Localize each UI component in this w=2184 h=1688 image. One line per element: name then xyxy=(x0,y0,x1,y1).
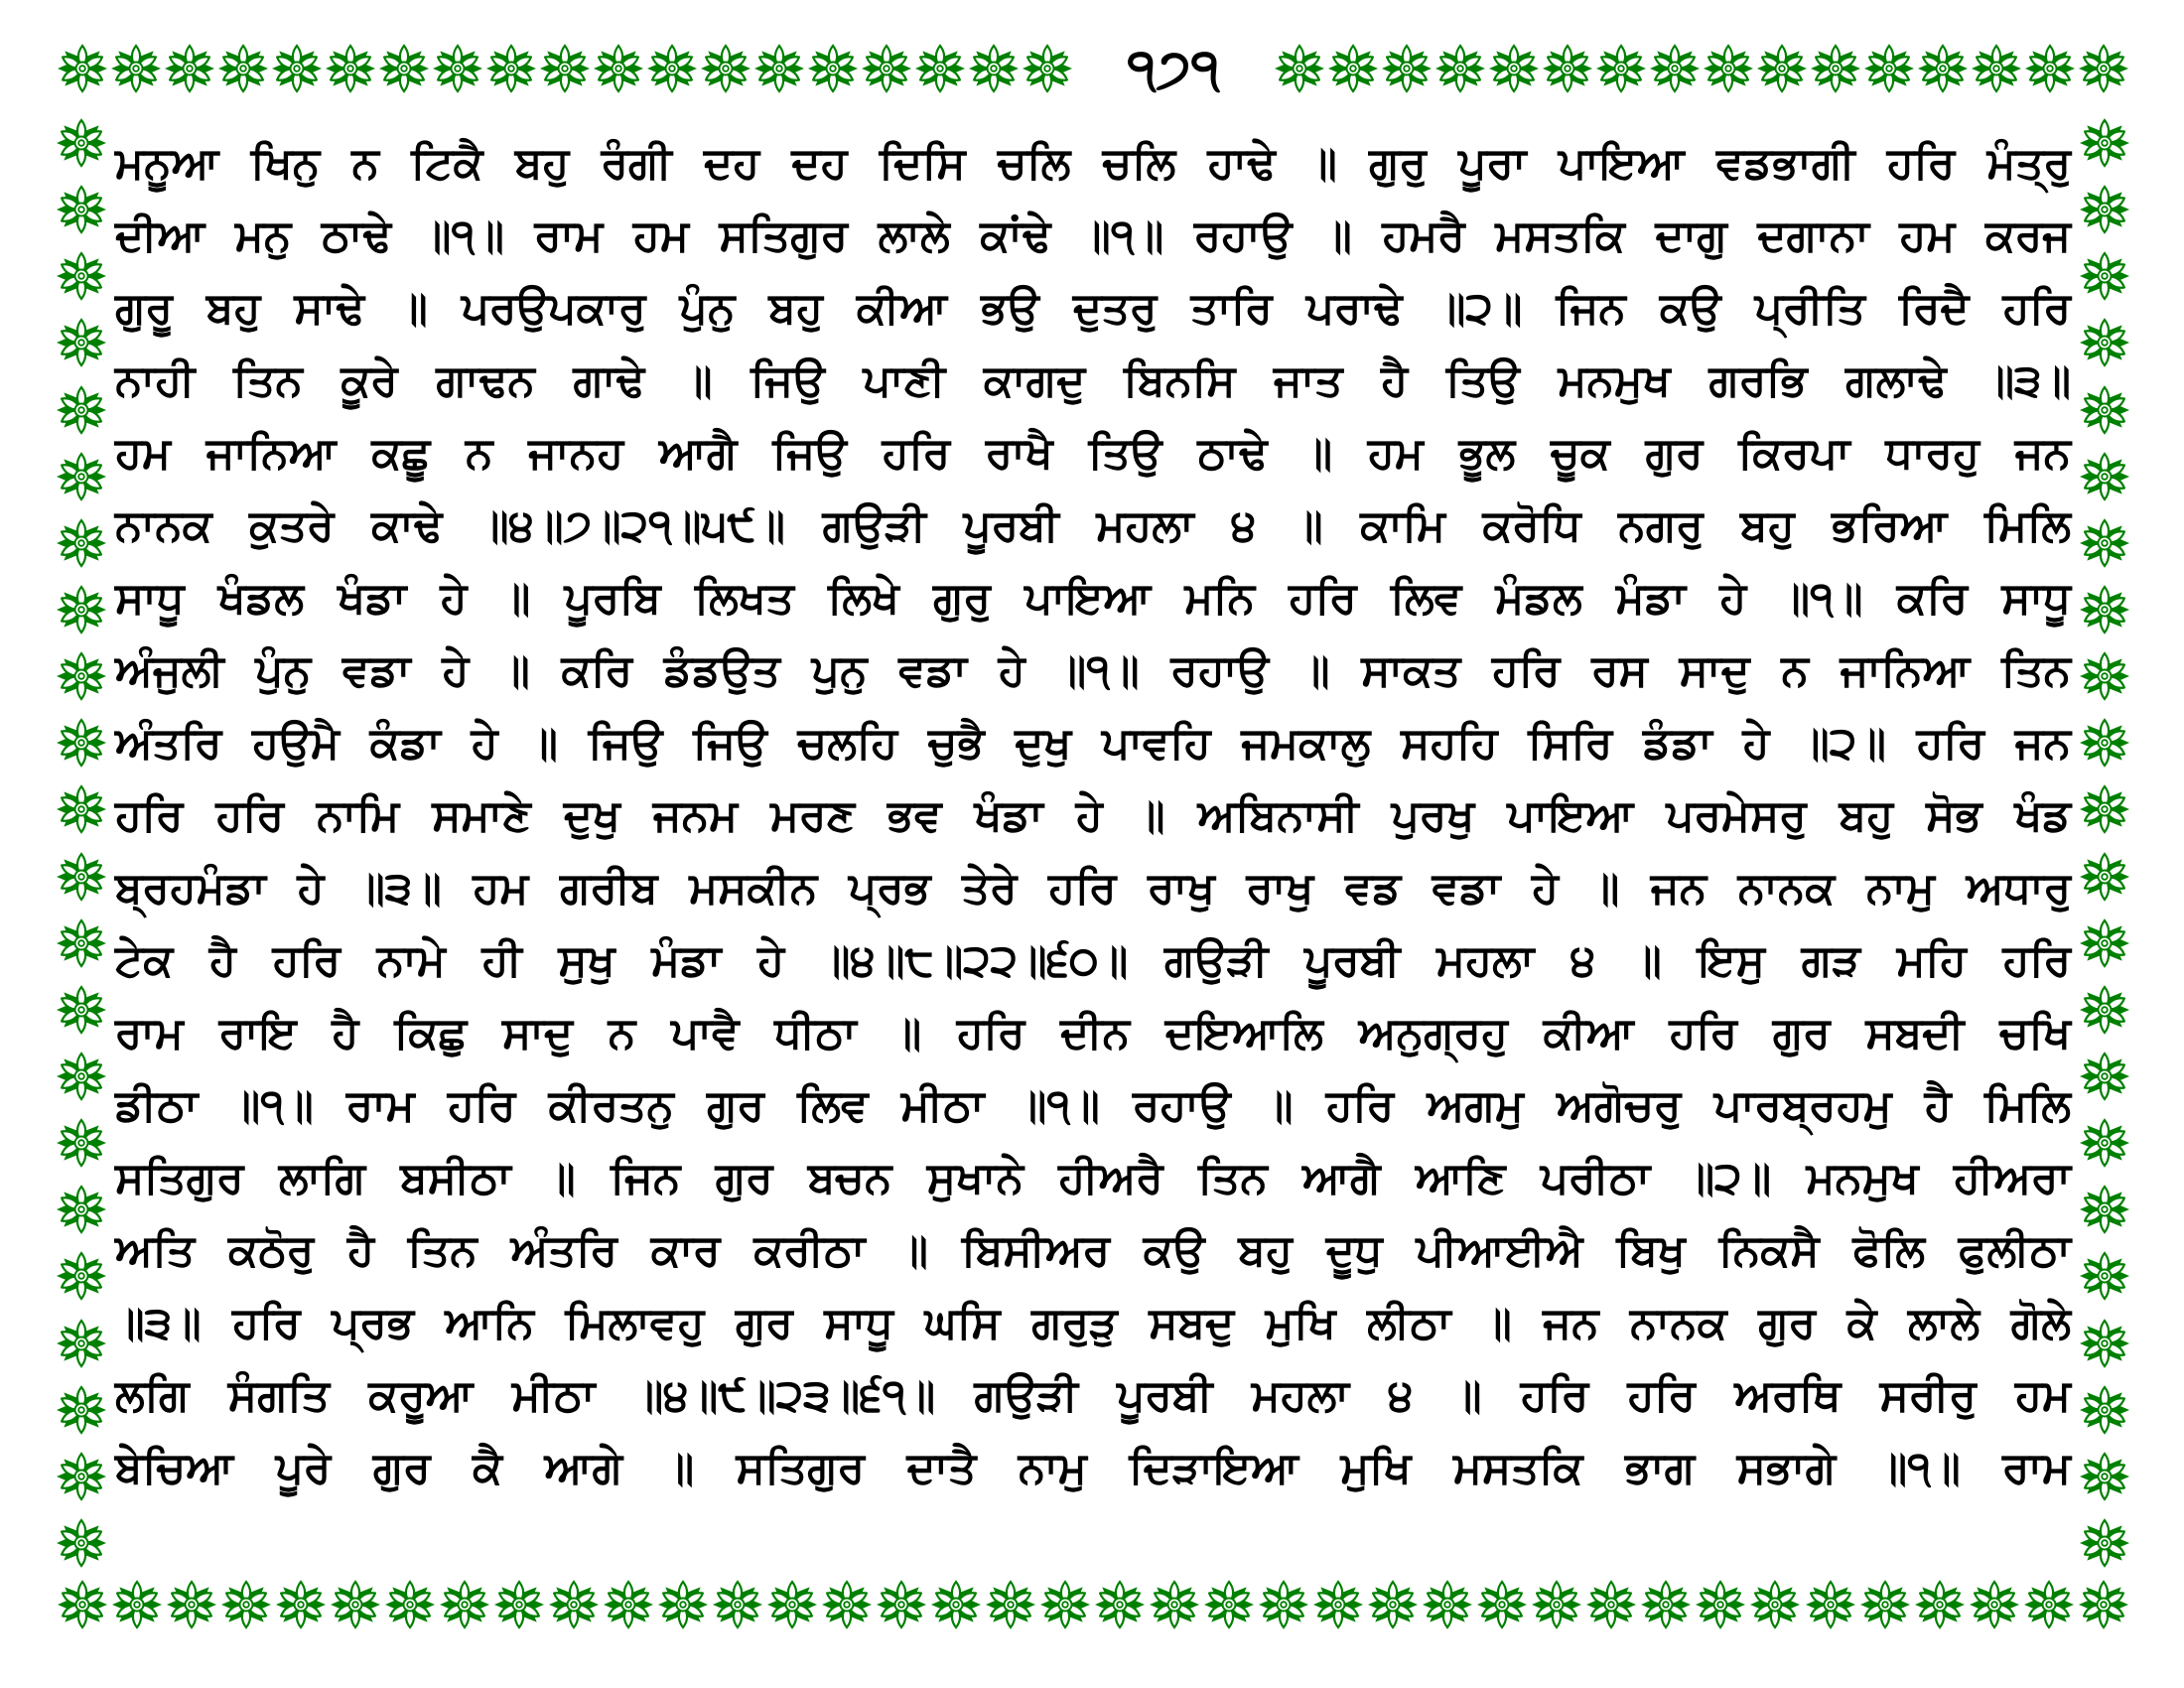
flower-icon xyxy=(1917,43,1969,94)
flower-icon xyxy=(1756,43,1808,94)
text-line: ਸਾਧੂ ਖੰਡਲ ਖੰਡਾ ਹੇ ॥ ਪੂਰਬਿ ਲਿਖਤ ਲਿਖੇ ਗੁਰੁ ਪਾਇਆ ਮਨਿ ਹਰਿ ਲਿਵ ਮੰਡਲ ਮੰਡਾ ਹੇ ॥੧॥ ਕਰਿ ਸਾਧੂ xyxy=(115,573,2071,624)
flower-icon xyxy=(1971,43,2022,94)
flower-icon xyxy=(968,43,1020,94)
flower-icon xyxy=(548,1579,600,1630)
flower-icon xyxy=(2079,384,2130,436)
flower-icon xyxy=(2079,250,2130,302)
flower-icon xyxy=(2079,650,2130,702)
flower-icon xyxy=(2079,117,2130,169)
text-line: ਸਤਿਗੁਰ ਲਾਗਿ ਬਸੀਠਾ ॥ ਜਿਨ ਗੁਰ ਬਚਨ ਸੁਖਾਨੇ ਹੀਅਰੈ ਤਿਨ ਆਗੈ ਆਣਿ ਪਰੀਠਾ ॥੨॥ ਮਨਮੁਖ ਹੀਅਰਾ xyxy=(115,1153,2071,1203)
flower-icon xyxy=(56,783,107,835)
flower-icon xyxy=(1039,1579,1091,1630)
flower-icon xyxy=(807,43,859,94)
flower-icon xyxy=(378,43,430,94)
flower-icon xyxy=(56,851,107,903)
flower-icon xyxy=(56,451,107,502)
flower-icon xyxy=(2079,1451,2130,1502)
text-line: ॥੩॥ ਹਰਿ ਪ੍ਰਭ ਆਨਿ ਮਿਲਾਵਹੁ ਗੁਰ ਸਾਧੂ ਘਸਿ ਗਰੁੜੁ ਸਬਦੁ ਮੁਖਿ ਲੀਠਾ ॥ ਜਨ ਨਾਨਕ ਗੁਰ ਕੇ ਲਾਲੇ ਗੋਲੇ xyxy=(115,1298,2071,1348)
flower-icon xyxy=(2079,584,2130,635)
flower-icon xyxy=(861,43,912,94)
flower-icon xyxy=(1274,43,1325,94)
text-line: ਅਤਿ ਕਠੋਰੁ ਹੈ ਤਿਨ ਅੰਤਰਿ ਕਾਰ ਕਰੀਠਾ ॥ ਬਿਸੀਅਰ ਕਉ ਬਹੁ ਦੂਧੁ ਪੀਆਈਐ ਬਿਖੁ ਨਿਕਸੈ ਫੋਲਿ ਫੁਲੀਠਾ xyxy=(115,1225,2071,1276)
text-line: ਹਰਿ ਹਰਿ ਨਾਮਿ ਸਮਾਣੇ ਦੁਖੁ ਜਨਮ ਮਰਣ ਭਵ ਖੰਡਾ ਹੇ ॥ ਅਬਿਨਾਸੀ ਪੁਰਖੁ ਪਾਇਆ ਪਰਮੇਸਰੁ ਬਹੁ ਸੋਭ ਖੰਡ xyxy=(115,790,2071,841)
flower-icon xyxy=(56,917,107,969)
flower-icon xyxy=(110,43,162,94)
flower-icon xyxy=(2079,984,2130,1036)
flower-icon xyxy=(56,1117,107,1169)
flower-icon xyxy=(2079,1318,2130,1369)
flower-icon xyxy=(56,517,107,569)
flower-icon xyxy=(2079,1051,2130,1102)
flower-icon xyxy=(1367,1579,1419,1630)
top-border-right xyxy=(1274,43,2129,94)
flower-icon xyxy=(325,43,376,94)
flower-icon xyxy=(1703,43,1754,94)
flower-icon xyxy=(2079,1384,2130,1436)
flower-icon xyxy=(1649,43,1701,94)
flower-icon xyxy=(56,1517,107,1569)
scripture-text xyxy=(115,127,2071,1504)
text-line: ਰਾਮ ਰਾਇ ਹੈ ਕਿਛੁ ਸਾਦੁ ਨ ਪਾਵੈ ਧੀਠਾ ॥ ਹਰਿ ਦੀਨ ਦਇਆਲਿ ਅਨੁਗ੍ਰਹੁ ਕੀਆ ਹਰਿ ਗੁਰ ਸਬਦੀ ਚਖਿ xyxy=(115,1008,2071,1058)
flower-icon xyxy=(539,43,591,94)
flower-icon xyxy=(485,43,537,94)
page-number: ੧੭੧ xyxy=(1127,37,1220,99)
flower-icon xyxy=(56,984,107,1036)
flower-icon xyxy=(1595,43,1647,94)
flower-icon xyxy=(2079,717,2130,769)
flower-icon xyxy=(1488,43,1540,94)
flower-icon xyxy=(1969,1579,2020,1630)
flower-icon xyxy=(876,1579,927,1630)
text-line: ਬੇਚਿਆ ਪੂਰੇ ਗੁਰ ਕੈ ਆਗੇ ॥ ਸਤਿਗੁਰ ਦਾਤੈ ਨਾਮੁ ਦਿੜਾਇਆ ਮੁਖਿ ਮਸਤਕਿ ਭਾਗ ਸਭਾਗੇ ॥੧॥ ਰਾਮ xyxy=(115,1443,2071,1493)
flower-icon xyxy=(2079,1184,2130,1235)
flower-icon xyxy=(985,1579,1036,1630)
text-line: ਨਾਨਕ ਕੁਤਰੇ ਕਾਢੇ ॥੪॥੭॥੨੧॥੫੯॥ ਗਉੜੀ ਪੂਰਬੀ ਮਹਲਾ ੪ ॥ ਕਾਮਿ ਕਰੋਧਿ ਨਗਰੁ ਬਹੁ ਭਰਿਆ ਮਿਲਿ xyxy=(115,500,2071,551)
flower-icon xyxy=(166,1579,217,1630)
flower-icon xyxy=(2079,917,2130,969)
flower-icon xyxy=(1859,1579,1911,1630)
flower-icon xyxy=(766,1579,818,1630)
flower-icon xyxy=(1312,1579,1364,1630)
flower-icon xyxy=(1476,1579,1528,1630)
flower-icon xyxy=(2079,451,2130,502)
flower-icon xyxy=(57,1579,108,1630)
flower-icon xyxy=(217,43,269,94)
flower-icon xyxy=(220,1579,272,1630)
flower-icon xyxy=(57,43,108,94)
text-line: ਨਾਹੀ ਤਿਨ ਕੂਰੇ ਗਾਢਨ ਗਾਢੇ ॥ ਜਿਉ ਪਾਣੀ ਕਾਗਦੁ ਬਿਨਸਿ ਜਾਤ ਹੈ ਤਿਉ ਮਨਮੁਖ ਗਰਭਿ ਗਲਾਢੇ ॥੩॥ xyxy=(115,355,2071,406)
flower-icon xyxy=(56,584,107,635)
flower-icon xyxy=(330,1579,381,1630)
flower-icon xyxy=(753,43,805,94)
flower-icon xyxy=(603,1579,654,1630)
flower-icon xyxy=(2079,851,2130,903)
flower-icon xyxy=(914,43,966,94)
flower-icon xyxy=(1695,1579,1746,1630)
flower-icon xyxy=(111,1579,163,1630)
left-border xyxy=(55,117,108,1569)
flower-icon xyxy=(2024,43,2076,94)
flower-icon xyxy=(1094,1579,1146,1630)
flower-icon xyxy=(1434,43,1486,94)
flower-icon xyxy=(2079,1517,2130,1569)
flower-icon xyxy=(1585,1579,1637,1630)
flower-icon xyxy=(1542,43,1593,94)
text-line: ਟੇਕ ਹੈ ਹਰਿ ਨਾਮੇ ਹੀ ਸੁਖੁ ਮੰਡਾ ਹੇ ॥੪॥੮॥੨੨॥੬੦॥ ਗਉੜੀ ਪੂਰਬੀ ਮਹਲਾ ੪ ॥ ਇਸੁ ਗੜ ਮਹਿ ਹਰਿ xyxy=(115,935,2071,986)
flower-icon xyxy=(1805,1579,1856,1630)
flower-icon xyxy=(56,117,107,169)
text-line: ਅੰਜੁਲੀ ਪੁੰਨੁ ਵਡਾ ਹੇ ॥ ਕਰਿ ਡੰਡਉਤ ਪੁਨੁ ਵਡਾ ਹੇ ॥੧॥ ਰਹਾਉ ॥ ਸਾਕਤ ਹਰਿ ਰਸ ਸਾਦੁ ਨ ਜਾਨਿਆ ਤਿਨ xyxy=(115,645,2071,696)
flower-icon xyxy=(432,43,483,94)
flower-icon xyxy=(2023,1579,2075,1630)
flower-icon xyxy=(1914,1579,1966,1630)
flower-icon xyxy=(56,317,107,368)
text-line: ਗੁਰੂ ਬਹੁ ਸਾਢੇ ॥ ਪਰਉਪਕਾਰੁ ਪੁੰਨੁ ਬਹੁ ਕੀਆ ਭਉ ਦੁਤਰੁ ਤਾਰਿ ਪਰਾਢੇ ॥੨॥ ਜਿਨ ਕਉ ਪ੍ਰੀਤਿ ਰਿਦੈ ਹਰਿ xyxy=(115,283,2071,334)
flower-icon xyxy=(657,1579,709,1630)
flower-icon xyxy=(275,1579,327,1630)
bottom-border xyxy=(57,1576,2129,1633)
text-line: ਬ੍ਰਹਮੰਡਾ ਹੇ ॥੩॥ ਹਮ ਗਰੀਬ ਮਸਕੀਨ ਪ੍ਰਭ ਤੇਰੇ ਹਰਿ ਰਾਖੁ ਰਾਖੁ ਵਡ ਵਡਾ ਹੇ ॥ ਜਨ ਨਾਨਕ ਨਾਮੁ ਅਧਾਰੁ xyxy=(115,863,2071,914)
flower-icon xyxy=(56,384,107,436)
flower-icon xyxy=(56,1051,107,1102)
flower-icon xyxy=(56,250,107,302)
flower-icon xyxy=(164,43,215,94)
flower-icon xyxy=(1531,1579,1582,1630)
flower-icon xyxy=(56,1384,107,1436)
flower-icon xyxy=(2079,783,2130,835)
text-line: ਡੀਠਾ ॥੧॥ ਰਾਮ ਹਰਿ ਕੀਰਤਨੁ ਗੁਰ ਲਿਵ ਮੀਠਾ ॥੧॥ ਰਹਾਉ ॥ ਹਰਿ ਅਗਮੁ ਅਗੋਚਰੁ ਪਾਰਬ੍ਰਹਮੁ ਹੈ ਮਿਲਿ xyxy=(115,1080,2071,1131)
flower-icon xyxy=(646,43,698,94)
text-line: ਲਗਿ ਸੰਗਤਿ ਕਰੂਆ ਮੀਠਾ ॥੪॥੯॥੨੩॥੬੧॥ ਗਉੜੀ ਪੂਰਬੀ ਮਹਲਾ ੪ ॥ ਹਰਿ ਹਰਿ ਅਰਥਿ ਸਰੀਰੁ ਹਮ xyxy=(115,1370,2071,1421)
flower-icon xyxy=(271,43,323,94)
flower-icon xyxy=(56,1184,107,1235)
flower-icon xyxy=(384,1579,436,1630)
flower-icon xyxy=(439,1579,490,1630)
flower-icon xyxy=(2079,517,2130,569)
flower-icon xyxy=(821,1579,873,1630)
text-line: ਹਮ ਜਾਨਿਆ ਕਛੂ ਨ ਜਾਨਹ ਆਗੈ ਜਿਉ ਹਰਿ ਰਾਖੈ ਤਿਉ ਠਾਢੇ ॥ ਹਮ ਭੂਲ ਚੂਕ ਗੁਰ ਕਿਰਪਾ ਧਾਰਹੁ ਜਨ xyxy=(115,428,2071,479)
flower-icon xyxy=(2078,1579,2129,1630)
flower-icon xyxy=(1863,43,1915,94)
text-line: ਦੀਆ ਮਨੁ ਠਾਢੇ ॥੧॥ ਰਾਮ ਹਮ ਸਤਿਗੁਰ ਲਾਲੇ ਕਾਂਢੇ ॥੧॥ ਰਹਾਉ ॥ ਹਮਰੈ ਮਸਤਕਿ ਦਾਗੁ ਦਗਾਨਾ ਹਮ ਕਰਜ xyxy=(115,211,2071,261)
flower-icon xyxy=(2079,317,2130,368)
flower-icon xyxy=(56,717,107,769)
flower-icon xyxy=(700,43,751,94)
top-border-left xyxy=(57,43,1073,94)
flower-icon xyxy=(2079,1117,2130,1169)
flower-icon xyxy=(1258,1579,1309,1630)
flower-icon xyxy=(593,43,644,94)
flower-icon xyxy=(2079,1250,2130,1302)
flower-icon xyxy=(56,650,107,702)
flower-icon xyxy=(1327,43,1379,94)
flower-icon xyxy=(712,1579,763,1630)
text-line: ਮਨੂਆ ਖਿਨੁ ਨ ਟਿਕੈ ਬਹੁ ਰੰਗੀ ਦਹ ਦਹ ਦਿਸਿ ਚਲਿ ਚਲਿ ਹਾਢੇ ॥ ਗੁਰੁ ਪੂਰਾ ਪਾਇਆ ਵਡਭਾਗੀ ਹਰਿ ਮੰਤ੍ਰੁ xyxy=(115,138,2071,189)
flower-icon xyxy=(1640,1579,1692,1630)
flower-icon xyxy=(1422,1579,1473,1630)
flower-icon xyxy=(493,1579,545,1630)
flower-icon xyxy=(1381,43,1433,94)
flower-icon xyxy=(1810,43,1861,94)
top-border xyxy=(57,37,2129,99)
flower-icon xyxy=(1749,1579,1801,1630)
flower-icon xyxy=(56,1250,107,1302)
flower-icon xyxy=(2078,43,2129,94)
text-line: ਅੰਤਰਿ ਹਉਮੈ ਕੰਡਾ ਹੇ ॥ ਜਿਉ ਜਿਉ ਚਲਹਿ ਚੁਭੈ ਦੁਖੁ ਪਾਵਹਿ ਜਮਕਾਲੁ ਸਹਹਿ ਸਿਰਿ ਡੰਡਾ ਹੇ ॥੨॥ ਹਰਿ ਜਨ xyxy=(115,718,2071,769)
right-border xyxy=(2078,117,2131,1569)
flower-icon xyxy=(2079,184,2130,235)
flower-icon xyxy=(930,1579,982,1630)
flower-icon xyxy=(56,1451,107,1502)
flower-icon xyxy=(56,184,107,235)
flower-icon xyxy=(1022,43,1073,94)
flower-icon xyxy=(56,1318,107,1369)
flower-icon xyxy=(1149,1579,1200,1630)
flower-icon xyxy=(1203,1579,1255,1630)
